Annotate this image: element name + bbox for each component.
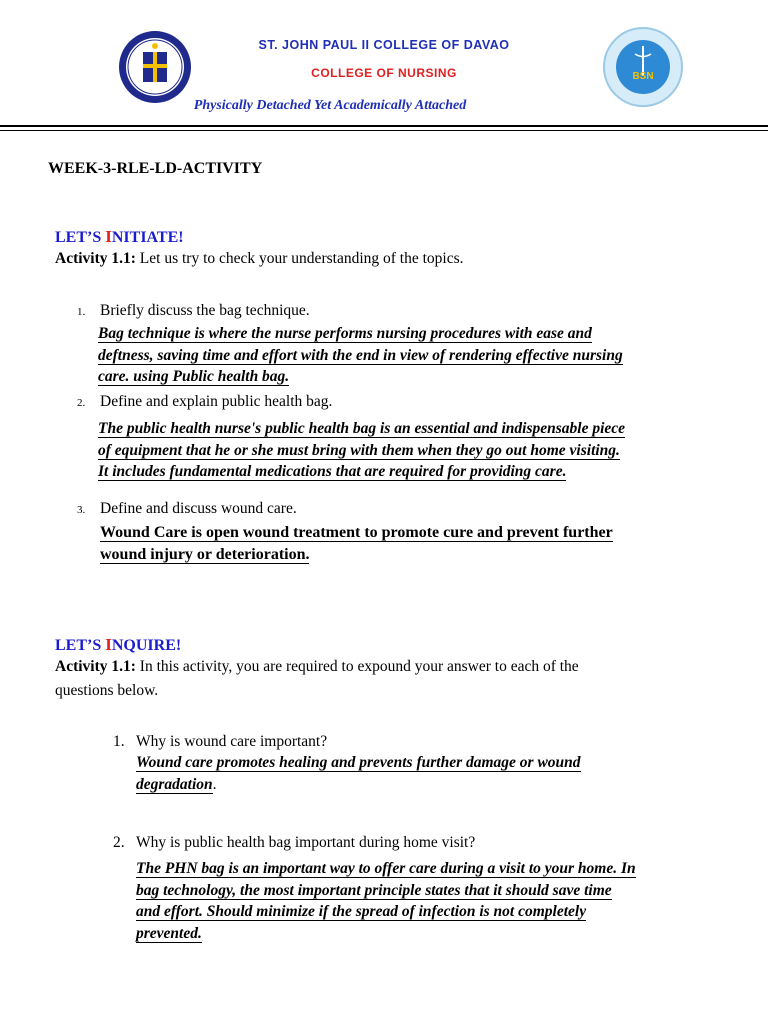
bsn-logo [602,26,684,113]
item-number: 2. [113,834,125,851]
answer-text: Wound care promotes healing and prevents further damage or wound degradation. [136,754,581,793]
question-text: Define and explain public health bag. [100,393,333,410]
item-number: 2. [77,397,86,409]
answer-text: The PHN bag is an important way to offer care during a visit to your home. In bag technology, the most important principle states that it should save time and effort. Should minimize if the spread of infection is not completely prevented. [136,860,636,942]
school-name: ST. JOHN PAUL II COLLEGE OF DAVAO [258,38,510,52]
header-rule-thin [0,130,768,131]
answer-text: Bag technique is where the nurse performs nursing procedures with ease and deftness, saving time and effort with the end in view of rendering effective nursing care. using Public health bag. [98,325,623,385]
bsn-logo-text: BSN [632,71,654,82]
activity-instruction-inquire: Activity 1.1: In this activity, you are required to expound your answer to each of the questions below. [55,658,579,699]
answer-text: The public health nurse's public health bag is an essential and indispensable piece of equipment that he or she must bring with them when they go out home visiting. It includes fundamental medications that are required for providing care. [98,420,626,480]
page-title: WEEK-3-RLE-LD-ACTIVITY [48,160,263,177]
item-number: 3. [77,504,86,516]
item-number: 1. [77,306,86,318]
school-motto: Physically Detached Yet Academically Attached [193,98,467,113]
college-name: COLLEGE OF NURSING [311,66,457,80]
header-rule [0,125,768,127]
question-text: Why is wound care important? [136,733,328,750]
question-text: Why is public health bag important during home visit? [136,834,476,851]
question-text: Briefly discuss the bag technique. [100,302,310,319]
answer-text: Wound Care is open wound treatment to promote cure and prevent further wound injury or deterioration. [100,524,613,563]
item-number: 1. [113,733,125,750]
activity-instruction-initiate: Activity 1.1: Let us try to check your understanding of the topics. [55,250,464,267]
section-heading-initiate: LET’S INITIATE! [55,227,184,246]
section-heading-inquire: LET’S INQUIRE! [55,635,182,654]
question-text: Define and discuss wound care. [100,500,297,517]
